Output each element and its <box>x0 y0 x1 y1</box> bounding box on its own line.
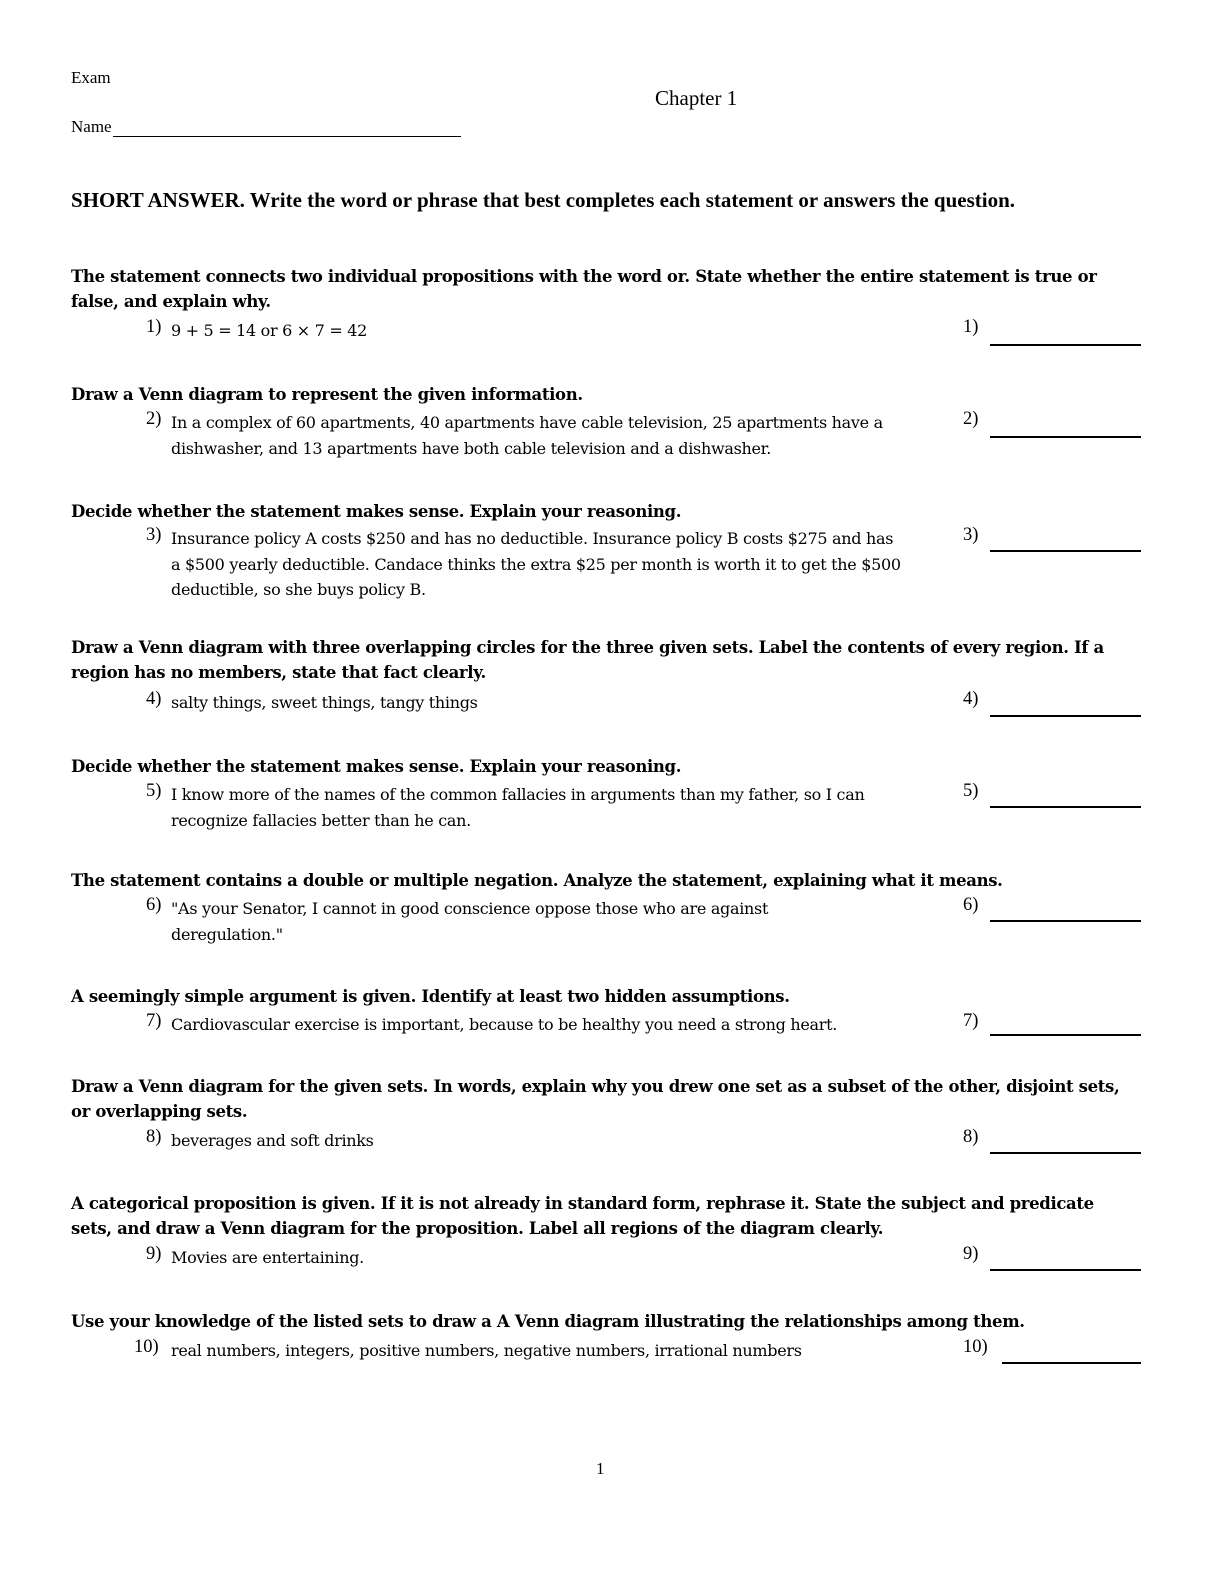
answer-blank-line[interactable] <box>990 436 1141 438</box>
answer-blank-line[interactable] <box>990 1152 1141 1154</box>
chapter-title: Chapter 1 <box>655 86 738 110</box>
question-number: 4) <box>146 689 162 709</box>
answer-number: 6) <box>963 895 979 915</box>
name-blank-line[interactable] <box>113 119 461 137</box>
answer-blank-line[interactable] <box>990 920 1141 922</box>
question-number: 1) <box>146 317 162 337</box>
question-text: In a complex of 60 apartments, 40 apartments have cable television, 25 apartments have a dishwasher, and 13 apartments have both cable television and a dishwasher. <box>171 413 883 458</box>
section-directive: Draw a Venn diagram to represent the given information. <box>71 385 583 404</box>
question-number: 9) <box>146 1244 162 1264</box>
answer-number: 2) <box>963 409 979 429</box>
question-number: 6) <box>146 895 162 915</box>
section-directive: Draw a Venn diagram for the given sets. In words, explain why you drew one set as a subset of the other, disjoint sets, or overlapping sets. <box>71 1077 1120 1121</box>
question-text: "As your Senator, I cannot in good conscience oppose those who are against deregulation." <box>171 899 769 944</box>
exam-label: Exam <box>71 68 111 87</box>
answer-blank-line[interactable] <box>990 1269 1141 1271</box>
page-number: 1 <box>596 1459 605 1478</box>
answer-blank-line[interactable] <box>990 550 1141 552</box>
question-text: salty things, sweet things, tangy things <box>171 693 478 712</box>
answer-blank-line[interactable] <box>1002 1362 1141 1364</box>
answer-number: 4) <box>963 689 979 709</box>
question-text: 9 + 5 = 14 or 6 × 7 = 42 <box>171 321 368 340</box>
question-text: Movies are entertaining. <box>171 1248 364 1267</box>
question-text: real numbers, integers, positive numbers, negative numbers, irrational numbers <box>171 1341 802 1360</box>
section-directive: The statement contains a double or multiple negation. Analyze the statement, explaining what it means. <box>71 871 1003 890</box>
question-number: 10) <box>134 1337 159 1357</box>
section-directive: Draw a Venn diagram with three overlapping circles for the three given sets. Label the contents of every region. If a region has no members, state that fact clearly. <box>71 638 1104 682</box>
section-directive: Decide whether the statement makes sense. Explain your reasoning. <box>71 502 682 521</box>
question-number: 8) <box>146 1127 162 1147</box>
section-directive: Decide whether the statement makes sense. Explain your reasoning. <box>71 757 682 776</box>
answer-number: 5) <box>963 781 979 801</box>
question-number: 7) <box>146 1011 162 1031</box>
answer-blank-line[interactable] <box>990 1034 1141 1036</box>
question-text: I know more of the names of the common fallacies in arguments than my father, so I can recognize fallacies better than he can. <box>171 785 865 830</box>
section-directive: A seemingly simple argument is given. Identify at least two hidden assumptions. <box>71 987 790 1006</box>
question-number: 2) <box>146 409 162 429</box>
name-field <box>71 117 461 137</box>
answer-blank-line[interactable] <box>990 715 1141 717</box>
answer-number: 3) <box>963 525 979 545</box>
question-text: Insurance policy A costs $250 and has no deductible. Insurance policy B costs $275 and has a $500 yearly deductible. Candace thinks the extra $25 per month is worth it to get the $500 deductible, so she buys policy B. <box>171 529 901 599</box>
question-number: 3) <box>146 525 162 545</box>
section-directive: A categorical proposition is given. If it is not already in standard form, rephrase it. State the subject and predicate sets, and draw a Venn diagram for the proposition. Label all regions of the diagram clearly. <box>71 1194 1094 1238</box>
answer-number: 9) <box>963 1244 979 1264</box>
question-text: beverages and soft drinks <box>171 1131 374 1150</box>
answer-number: 1) <box>963 317 979 337</box>
answer-blank-line[interactable] <box>990 806 1141 808</box>
answer-number: 7) <box>963 1011 979 1031</box>
answer-number: 10) <box>963 1337 988 1357</box>
short-answer-instructions: SHORT ANSWER. Write the word or phrase that best completes each statement or answers the question. <box>71 188 1016 212</box>
section-directive: The statement connects two individual propositions with the word or. State whether the entire statement is true or false, and explain why. <box>71 267 1097 311</box>
answer-number: 8) <box>963 1127 979 1147</box>
question-text: Cardiovascular exercise is important, because to be healthy you need a strong heart. <box>171 1015 838 1034</box>
section-directive: Use your knowledge of the listed sets to draw a A Venn diagram illustrating the relationships among them. <box>71 1312 1025 1331</box>
name-label: Name <box>71 117 112 136</box>
answer-blank-line[interactable] <box>990 344 1141 346</box>
question-number: 5) <box>146 781 162 801</box>
